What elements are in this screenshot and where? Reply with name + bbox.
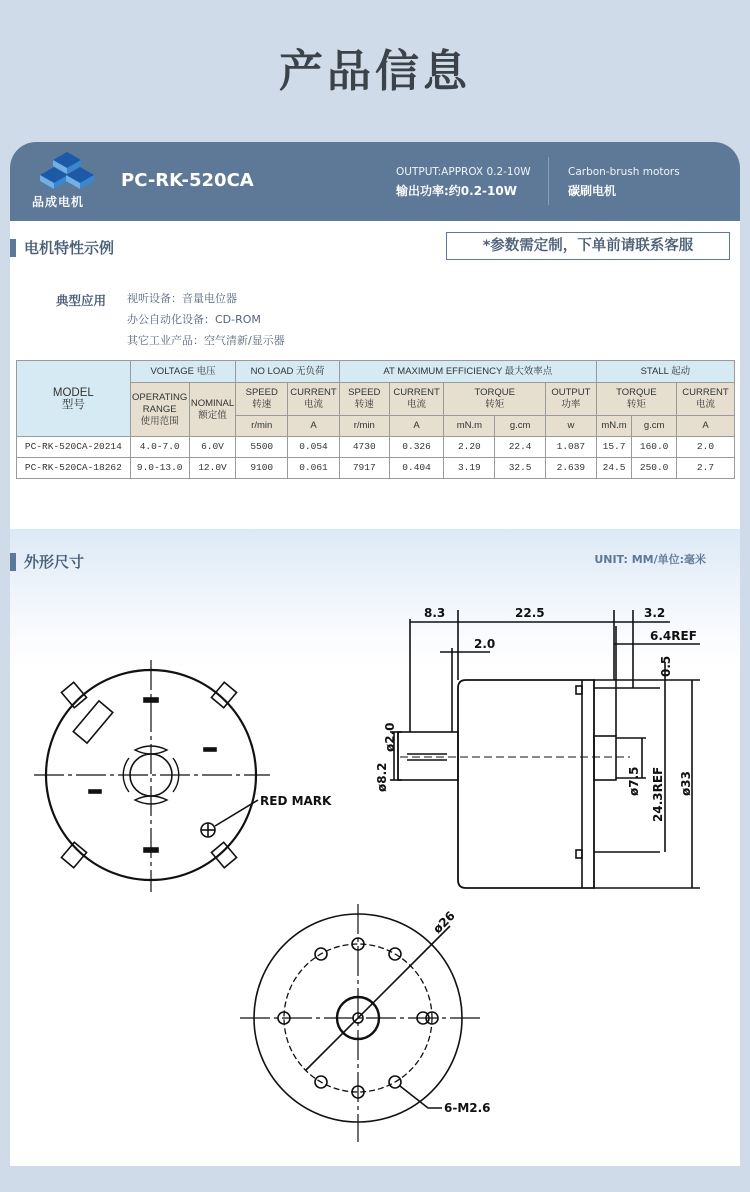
cell: 250.0: [632, 458, 677, 479]
cell: 0.061: [288, 458, 340, 479]
cell: 22.4: [495, 437, 546, 458]
col-nominal: NOMINAL 额定值: [189, 383, 236, 437]
cell: 1.087: [546, 437, 597, 458]
dim-0-5: 0.5: [659, 655, 673, 677]
product-card: [10, 142, 740, 1166]
group-voltage: VOLTAGE 电压: [130, 361, 236, 383]
dim-6-4-ref: 6.4REF: [650, 629, 697, 643]
dim-22-5: 22.5: [515, 606, 545, 620]
cell: 6.0V: [189, 437, 236, 458]
product-banner: [10, 142, 740, 221]
unit-cell: A: [676, 416, 734, 437]
output-en: OUTPUT:APPROX 0.2-10W: [396, 166, 531, 178]
group-stall: STALL 起动: [596, 361, 734, 383]
section-marker: [10, 553, 16, 571]
dim-8-3: 8.3: [424, 606, 446, 620]
rear-view-drawing: [240, 904, 491, 1142]
col-operating-range: OPERATING RANGE 使用范围: [130, 383, 189, 437]
logo-text: 品成电机: [32, 195, 85, 209]
section-title: 电机特性示例: [24, 239, 115, 257]
page-title: 产品信息: [279, 46, 471, 97]
section-heading-dimensions: [10, 552, 84, 572]
cell: 24.5: [596, 458, 632, 479]
section-title: 外形尺寸: [24, 553, 85, 571]
cell: 160.0: [632, 437, 677, 458]
dim-phi-26: ø26: [430, 908, 458, 937]
unit-cell: mN.m: [596, 416, 632, 437]
cell: 4730: [339, 437, 389, 458]
application-item: 视听设备：音量电位器: [127, 292, 237, 305]
cell: 0.054: [288, 437, 340, 458]
col-me-torque: TORQUE 转矩: [444, 383, 546, 416]
unit-cell: r/min: [236, 416, 288, 437]
unit-cell: A: [288, 416, 340, 437]
cell: 0.404: [389, 458, 444, 479]
cell: 5500: [236, 437, 288, 458]
group-max-efficiency: AT MAXIMUM EFFICIENCY 最大效率点: [339, 361, 596, 383]
dim-3-2: 3.2: [644, 606, 666, 620]
dim-phi-8-2: ø8.2: [375, 762, 389, 792]
applications-list: [127, 291, 285, 354]
col-nl-current: CURRENT 电流: [288, 383, 340, 416]
application-item: 其它工业产品：空气清新/显示器: [127, 334, 285, 347]
red-mark-label: RED MARK: [260, 794, 332, 808]
group-no-load: NO LOAD 无负荷: [236, 361, 340, 383]
col-st-current: CURRENT 电流: [676, 383, 734, 416]
dim-phi-2: ø2.0: [383, 722, 397, 752]
application-item: 办公自动化设备：CD-ROM: [127, 313, 261, 326]
table-row: [17, 458, 735, 479]
unit-cell: r/min: [339, 416, 389, 437]
dim-24-3-ref: 24.3REF: [651, 766, 665, 822]
applications-label: 典型应用: [56, 293, 107, 308]
dimension-drawing: [10, 582, 740, 1166]
cell: 12.0V: [189, 458, 236, 479]
motor-type-en: Carbon-brush motors: [568, 166, 680, 178]
cell: 9.0-13.0: [130, 458, 189, 479]
cell: 9100: [236, 458, 288, 479]
unit-cell: g.cm: [495, 416, 546, 437]
motor-type-cn: 碳刷电机: [568, 184, 617, 198]
cell: 4.0-7.0: [130, 437, 189, 458]
cell: 2.0: [676, 437, 734, 458]
cell: 32.5: [495, 458, 546, 479]
cell: 2.20: [444, 437, 495, 458]
cell: 2.7: [676, 458, 734, 479]
section-marker: [10, 239, 16, 257]
dim-phi-7-5: ø7.5: [627, 766, 641, 796]
unit-cell: mN.m: [444, 416, 495, 437]
col-nl-speed: SPEED 转速: [236, 383, 288, 416]
cell: 3.19: [444, 458, 495, 479]
cell: 7917: [339, 458, 389, 479]
model-name: PC-RK-520CA: [121, 170, 254, 191]
cell-model: PC-RK-520CA-20214: [17, 437, 131, 458]
col-me-output: OUTPUT 功率: [546, 383, 597, 416]
table-row: [17, 437, 735, 458]
unit-label: UNIT: MM/单位:毫米: [594, 553, 706, 566]
model-header: MODEL 型号: [17, 361, 131, 437]
output-cn: 输出功率:约0.2-10W: [396, 184, 517, 198]
col-st-torque: TORQUE 转矩: [596, 383, 676, 416]
customization-notice: *参数需定制，下单前请联系客服: [446, 232, 730, 260]
side-view-drawing: [375, 606, 700, 888]
front-view-drawing: [34, 660, 332, 892]
unit-cell: A: [389, 416, 444, 437]
dim-phi-33: ø33: [679, 771, 693, 796]
cell: 2.639: [546, 458, 597, 479]
col-me-speed: SPEED 转速: [339, 383, 389, 416]
cell: 0.326: [389, 437, 444, 458]
section-heading-characteristics: [10, 238, 114, 258]
unit-cell: g.cm: [632, 416, 677, 437]
holes-label: 6-M2.6: [444, 1101, 491, 1115]
unit-cell: w: [546, 416, 597, 437]
cell: 15.7: [596, 437, 632, 458]
dim-2-0: 2.0: [474, 637, 496, 651]
spec-table: [16, 360, 735, 479]
banner-divider: [548, 157, 549, 205]
col-me-current: CURRENT 电流: [389, 383, 444, 416]
cell-model: PC-RK-520CA-18262: [17, 458, 131, 479]
